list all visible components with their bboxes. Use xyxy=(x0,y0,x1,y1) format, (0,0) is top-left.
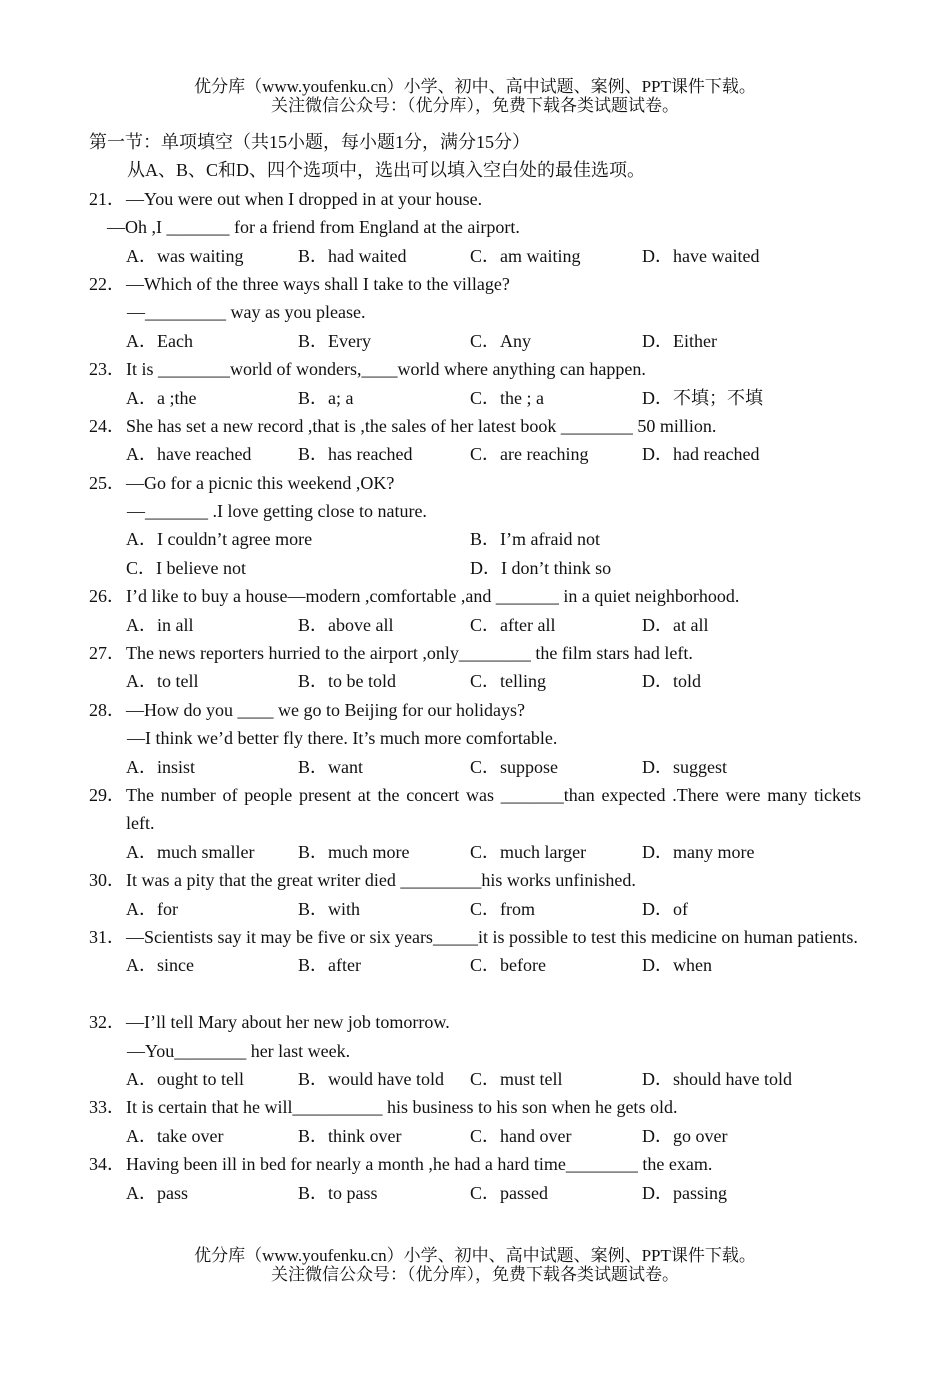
question-32: 32．—I’ll tell Mary about her new job tomorrow. xyxy=(89,1012,450,1033)
question-25-reply: —_______ .I love getting close to nature. xyxy=(127,501,427,522)
option-d[interactable]: D．should have told xyxy=(642,1068,792,1089)
question-31: 31．—Scientists say it may be five or six years_____it is possible to test this medicine on human patients. xyxy=(89,926,858,947)
option-a[interactable]: A．Each xyxy=(126,330,193,351)
question-29: 29．The number of people present at the concert was _______than expected .There were many tickets left. xyxy=(89,784,861,834)
question-28: 28．—How do you ____ we go to Beijing for our holidays? xyxy=(89,699,525,720)
question-28-reply: —I think we’d better fly there. It’s much more comfortable. xyxy=(127,728,558,749)
option-c[interactable]: C．telling xyxy=(470,671,546,692)
options-27 xyxy=(89,667,861,695)
option-d[interactable]: D．at all xyxy=(642,614,709,635)
option-b[interactable]: B．after xyxy=(298,955,361,976)
question-22: 22．—Which of the three ways shall I take to the village? xyxy=(89,273,510,294)
exam-section xyxy=(89,128,861,1207)
page-header xyxy=(0,77,950,115)
question-21: 21．—You were out when I dropped in at your house. xyxy=(89,188,483,209)
option-d[interactable]: D．不填；不填 xyxy=(642,387,763,408)
option-c[interactable]: C．Any xyxy=(470,330,532,351)
option-c[interactable]: C．hand over xyxy=(470,1125,572,1146)
options-25-row2 xyxy=(89,554,861,582)
question-21-reply: —Oh ,I _______ for a friend from England at the airport. xyxy=(107,217,520,238)
option-a[interactable]: A．for xyxy=(126,898,178,919)
options-30 xyxy=(89,895,861,923)
option-c[interactable]: C．suppose xyxy=(470,756,559,777)
option-c[interactable]: C．passed xyxy=(470,1182,548,1203)
options-23 xyxy=(89,384,861,412)
option-d[interactable]: D．told xyxy=(642,671,702,692)
question-22-reply: —_________ way as you please. xyxy=(127,302,366,323)
option-b[interactable]: B．to be told xyxy=(298,671,396,692)
option-d[interactable]: D．of xyxy=(642,898,688,919)
options-21 xyxy=(89,242,861,270)
options-26 xyxy=(89,611,861,639)
option-c[interactable]: C．are reaching xyxy=(470,444,589,465)
options-24 xyxy=(89,440,861,468)
option-d[interactable]: D．had reached xyxy=(642,444,760,465)
header-line-1: 优分库（www.youfenku.cn）小学、初中、高中试题、案例、PPT课件下载。 xyxy=(194,77,756,96)
option-d[interactable]: D．I don’t think so xyxy=(470,557,612,578)
option-b[interactable]: B．with xyxy=(298,898,361,919)
question-32-reply: —You________ her last week. xyxy=(127,1040,351,1061)
options-32 xyxy=(89,1065,861,1093)
option-a[interactable]: A．take over xyxy=(126,1125,224,1146)
section-instruction: 从A、B、C和D、四个选项中，选出可以填入空白处的最佳选项。 xyxy=(127,160,646,181)
options-34 xyxy=(89,1179,861,1207)
option-a[interactable]: A．was waiting xyxy=(126,245,244,266)
option-b[interactable]: B．would have told xyxy=(298,1068,444,1089)
option-d[interactable]: D．have waited xyxy=(642,245,760,266)
option-d[interactable]: D．passing xyxy=(642,1182,727,1203)
option-a[interactable]: A．have reached xyxy=(126,444,252,465)
option-a[interactable]: A．to tell xyxy=(126,671,199,692)
footer-line-2: 关注微信公众号：（优分库），免费下载各类试题试卷。 xyxy=(271,1265,679,1284)
option-c[interactable]: C．from xyxy=(470,898,535,919)
question-23: 23．It is ________world of wonders,____world where anything can happen. xyxy=(89,359,646,380)
option-c[interactable]: C．after all xyxy=(470,614,556,635)
option-b[interactable]: B．think over xyxy=(298,1125,402,1146)
option-a[interactable]: A．insist xyxy=(126,756,196,777)
option-b[interactable]: B．above all xyxy=(298,614,394,635)
question-30: 30．It was a pity that the great writer died _________his works unfinished. xyxy=(89,870,636,891)
option-d[interactable]: D．many more xyxy=(642,841,755,862)
question-25: 25．—Go for a picnic this weekend ,OK? xyxy=(89,472,395,493)
option-d[interactable]: D．Either xyxy=(642,330,717,351)
option-b[interactable]: B．Every xyxy=(298,330,371,351)
options-29 xyxy=(89,838,861,866)
option-c[interactable]: C．before xyxy=(470,955,546,976)
option-b[interactable]: B．I’m afraid not xyxy=(470,529,600,550)
option-d[interactable]: D．go over xyxy=(642,1125,728,1146)
footer-line-1: 优分库（www.youfenku.cn）小学、初中、高中试题、案例、PPT课件下载。 xyxy=(194,1246,756,1265)
option-a[interactable]: A．pass xyxy=(126,1182,188,1203)
options-31 xyxy=(89,951,861,979)
option-c[interactable]: C．the ; a xyxy=(470,387,544,408)
options-22 xyxy=(89,327,861,355)
question-27: 27．The news reporters hurried to the airport ,only________ the film stars had left. xyxy=(89,643,693,664)
option-b[interactable]: B．much more xyxy=(298,841,410,862)
option-a[interactable]: A．since xyxy=(126,955,194,976)
spacer xyxy=(89,980,861,1008)
question-24: 24．She has set a new record ,that is ,the sales of her latest book ________ 50 million. xyxy=(89,415,717,436)
option-d[interactable]: D．suggest xyxy=(642,756,727,777)
option-a[interactable]: A．in all xyxy=(126,614,194,635)
question-34: 34．Having been ill in bed for nearly a month ,he had a hard time________ the exam. xyxy=(89,1154,713,1175)
option-b[interactable]: B．to pass xyxy=(298,1182,378,1203)
option-c[interactable]: C．much larger xyxy=(470,841,587,862)
option-a[interactable]: A．a ;the xyxy=(126,387,197,408)
option-b[interactable]: B．a; a xyxy=(298,387,354,408)
option-b[interactable]: B．had waited xyxy=(298,245,407,266)
option-a[interactable]: A．I couldn’t agree more xyxy=(126,529,313,550)
option-b[interactable]: B．want xyxy=(298,756,363,777)
question-26: 26．I’d like to buy a house—modern ,comfortable ,and _______ in a quiet neighborhood. xyxy=(89,586,740,607)
option-a[interactable]: A．ought to tell xyxy=(126,1068,244,1089)
page-footer xyxy=(0,1246,950,1284)
options-33 xyxy=(89,1122,861,1150)
option-b[interactable]: B．has reached xyxy=(298,444,413,465)
options-25-row1 xyxy=(89,525,861,553)
option-d[interactable]: D．when xyxy=(642,955,712,976)
option-c[interactable]: C．must tell xyxy=(470,1068,563,1089)
option-c[interactable]: C．am waiting xyxy=(470,245,581,266)
header-line-2: 关注微信公众号：（优分库），免费下载各类试题试卷。 xyxy=(271,96,679,115)
options-28 xyxy=(89,753,861,781)
option-a[interactable]: A．much smaller xyxy=(126,841,255,862)
option-c[interactable]: C．I believe not xyxy=(126,557,246,578)
section-title: 第一节：单项填空（共15小题，每小题1分，满分15分） xyxy=(89,132,530,152)
question-33: 33．It is certain that he will__________ his business to his son when he gets old. xyxy=(89,1097,678,1118)
